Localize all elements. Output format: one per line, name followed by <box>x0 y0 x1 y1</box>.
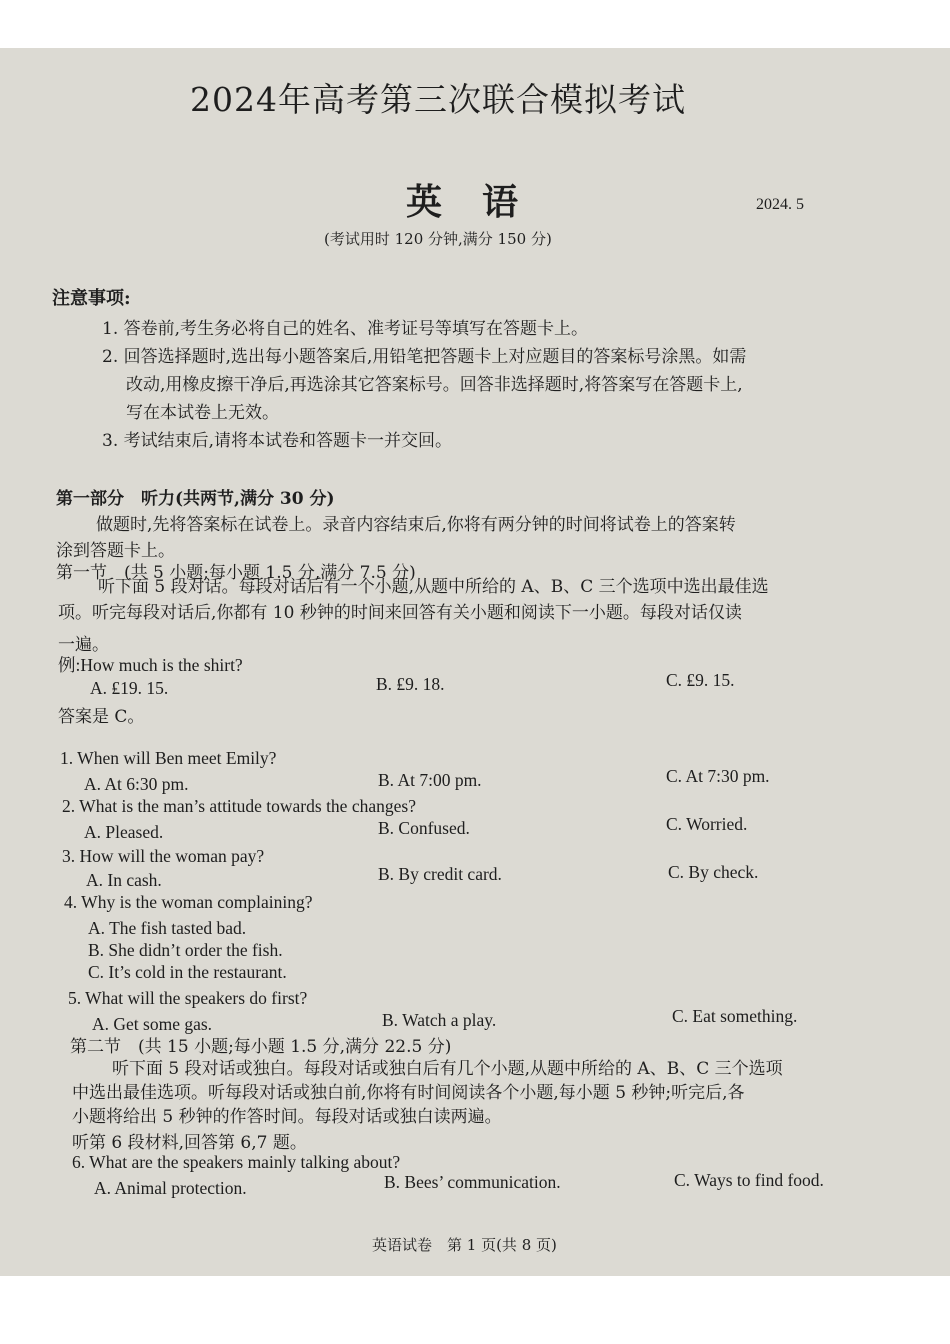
section2-heading: 第二节 (共 15 小题;每小题 1.5 分,满分 22.5 分) <box>70 1037 452 1057</box>
part1-intro-2: 涂到答题卡上。 <box>56 541 175 561</box>
notice-item-2-cont: 改动,用橡皮擦干净后,再选涂其它答案标号。回答非选择题时,将答案写在答题卡上, <box>126 375 743 395</box>
page-footer: 英语试卷 第 1 页(共 8 页) <box>372 1236 557 1254</box>
notice-item-2-end: 写在本试卷上无效。 <box>126 403 279 423</box>
section1-instr-1: 听下面 5 段对话。每段对话后有一个小题,从题中所给的 A、B、C 三个选项中选出最佳选 <box>98 577 769 597</box>
q1-option-c: C. At 7:30 pm. <box>666 766 770 786</box>
section1-heading: 第一节 (共 5 小题;每小题 1.5 分,满分 7.5 分) <box>56 563 416 583</box>
q3-option-c: C. By check. <box>668 862 759 882</box>
question-5: 5. What will the speakers do first? <box>68 988 308 1008</box>
exam-info: (考试用时 120 分钟,满分 150 分) <box>324 230 552 248</box>
section2-instr-3: 小题将给出 5 秒钟的作答时间。每段对话或独白读两遍。 <box>72 1107 502 1127</box>
exam-page <box>0 48 950 1276</box>
exam-title: 2024年高考第三次联合模拟考试 <box>190 80 686 119</box>
question-3: 3. How will the woman pay? <box>62 846 265 866</box>
question-1: 1. When will Ben meet Emily? <box>60 748 277 768</box>
section1-instr-3: 一遍。 <box>58 635 109 655</box>
question-2: 2. What is the man’s attitude towards the changes? <box>62 796 416 816</box>
part1-intro-1: 做题时,先将答案标在试卷上。录音内容结束后,你将有两分钟的时间将试卷上的答案转 <box>96 515 736 535</box>
material-6-heading: 听第 6 段材料,回答第 6,7 题。 <box>72 1133 307 1153</box>
exam-date: 2024. 5 <box>756 196 804 213</box>
q6-option-c: C. Ways to find food. <box>674 1170 824 1190</box>
example-question: 例:How much is the shirt? <box>58 655 243 675</box>
notice-item-3: 3. 考试结束后,请将本试卷和答题卡一并交回。 <box>102 431 453 451</box>
q5-option-a: A. Get some gas. <box>92 1014 213 1034</box>
section2-instr-1: 听下面 5 段对话或独白。每段对话或独白后有几个小题,从题中所给的 A、B、C 三个选项 <box>112 1059 783 1079</box>
example-answer: 答案是 C。 <box>58 707 145 727</box>
question-6: 6. What are the speakers mainly talking about? <box>72 1152 401 1172</box>
example-option-c: C. ₤9. 15. <box>666 670 735 690</box>
section1-instr-2: 项。听完每段对话后,你都有 10 秒钟的时间来回答有关小题和阅读下一小题。每段对话仅读 <box>58 603 742 623</box>
q1-option-a: A. At 6:30 pm. <box>84 774 189 794</box>
q2-option-c: C. Worried. <box>666 814 748 834</box>
q1-option-b: B. At 7:00 pm. <box>378 770 482 790</box>
q5-option-c: C. Eat something. <box>672 1006 798 1026</box>
q2-option-b: B. Confused. <box>378 818 470 838</box>
q4-option-a: A. The fish tasted bad. <box>88 918 247 938</box>
q5-option-b: B. Watch a play. <box>382 1010 497 1030</box>
notice-item-1: 1. 答卷前,考生务必将自己的姓名、准考证号等填写在答题卡上。 <box>102 319 589 339</box>
q2-option-a: A. Pleased. <box>84 822 164 842</box>
q6-option-b: B. Bees’ communication. <box>384 1172 561 1192</box>
q3-option-b: B. By credit card. <box>378 864 502 884</box>
q4-option-c: C. It’s cold in the restaurant. <box>88 962 287 982</box>
q3-option-a: A. In cash. <box>86 870 162 890</box>
notice-item-2: 2. 回答选择题时,选出每小题答案后,用铅笔把答题卡上对应题目的答案标号涂黑。如需 <box>102 347 747 367</box>
section2-instr-2: 中选出最佳选项。听每段对话或独白前,你将有时间阅读各个小题,每小题 5 秒钟;听完后,各 <box>72 1083 745 1103</box>
question-4: 4. Why is the woman complaining? <box>64 892 313 912</box>
notice-heading: 注意事项: <box>52 288 131 309</box>
part1-heading: 第一部分 听力(共两节,满分 30 分) <box>56 489 335 509</box>
example-option-b: B. ₤9. 18. <box>376 674 445 694</box>
example-option-a: A. ₤19. 15. <box>90 678 169 698</box>
subject-title: 英语 <box>406 181 559 223</box>
q6-option-a: A. Animal protection. <box>94 1178 247 1198</box>
q4-option-b: B. She didn’t order the fish. <box>88 940 283 960</box>
